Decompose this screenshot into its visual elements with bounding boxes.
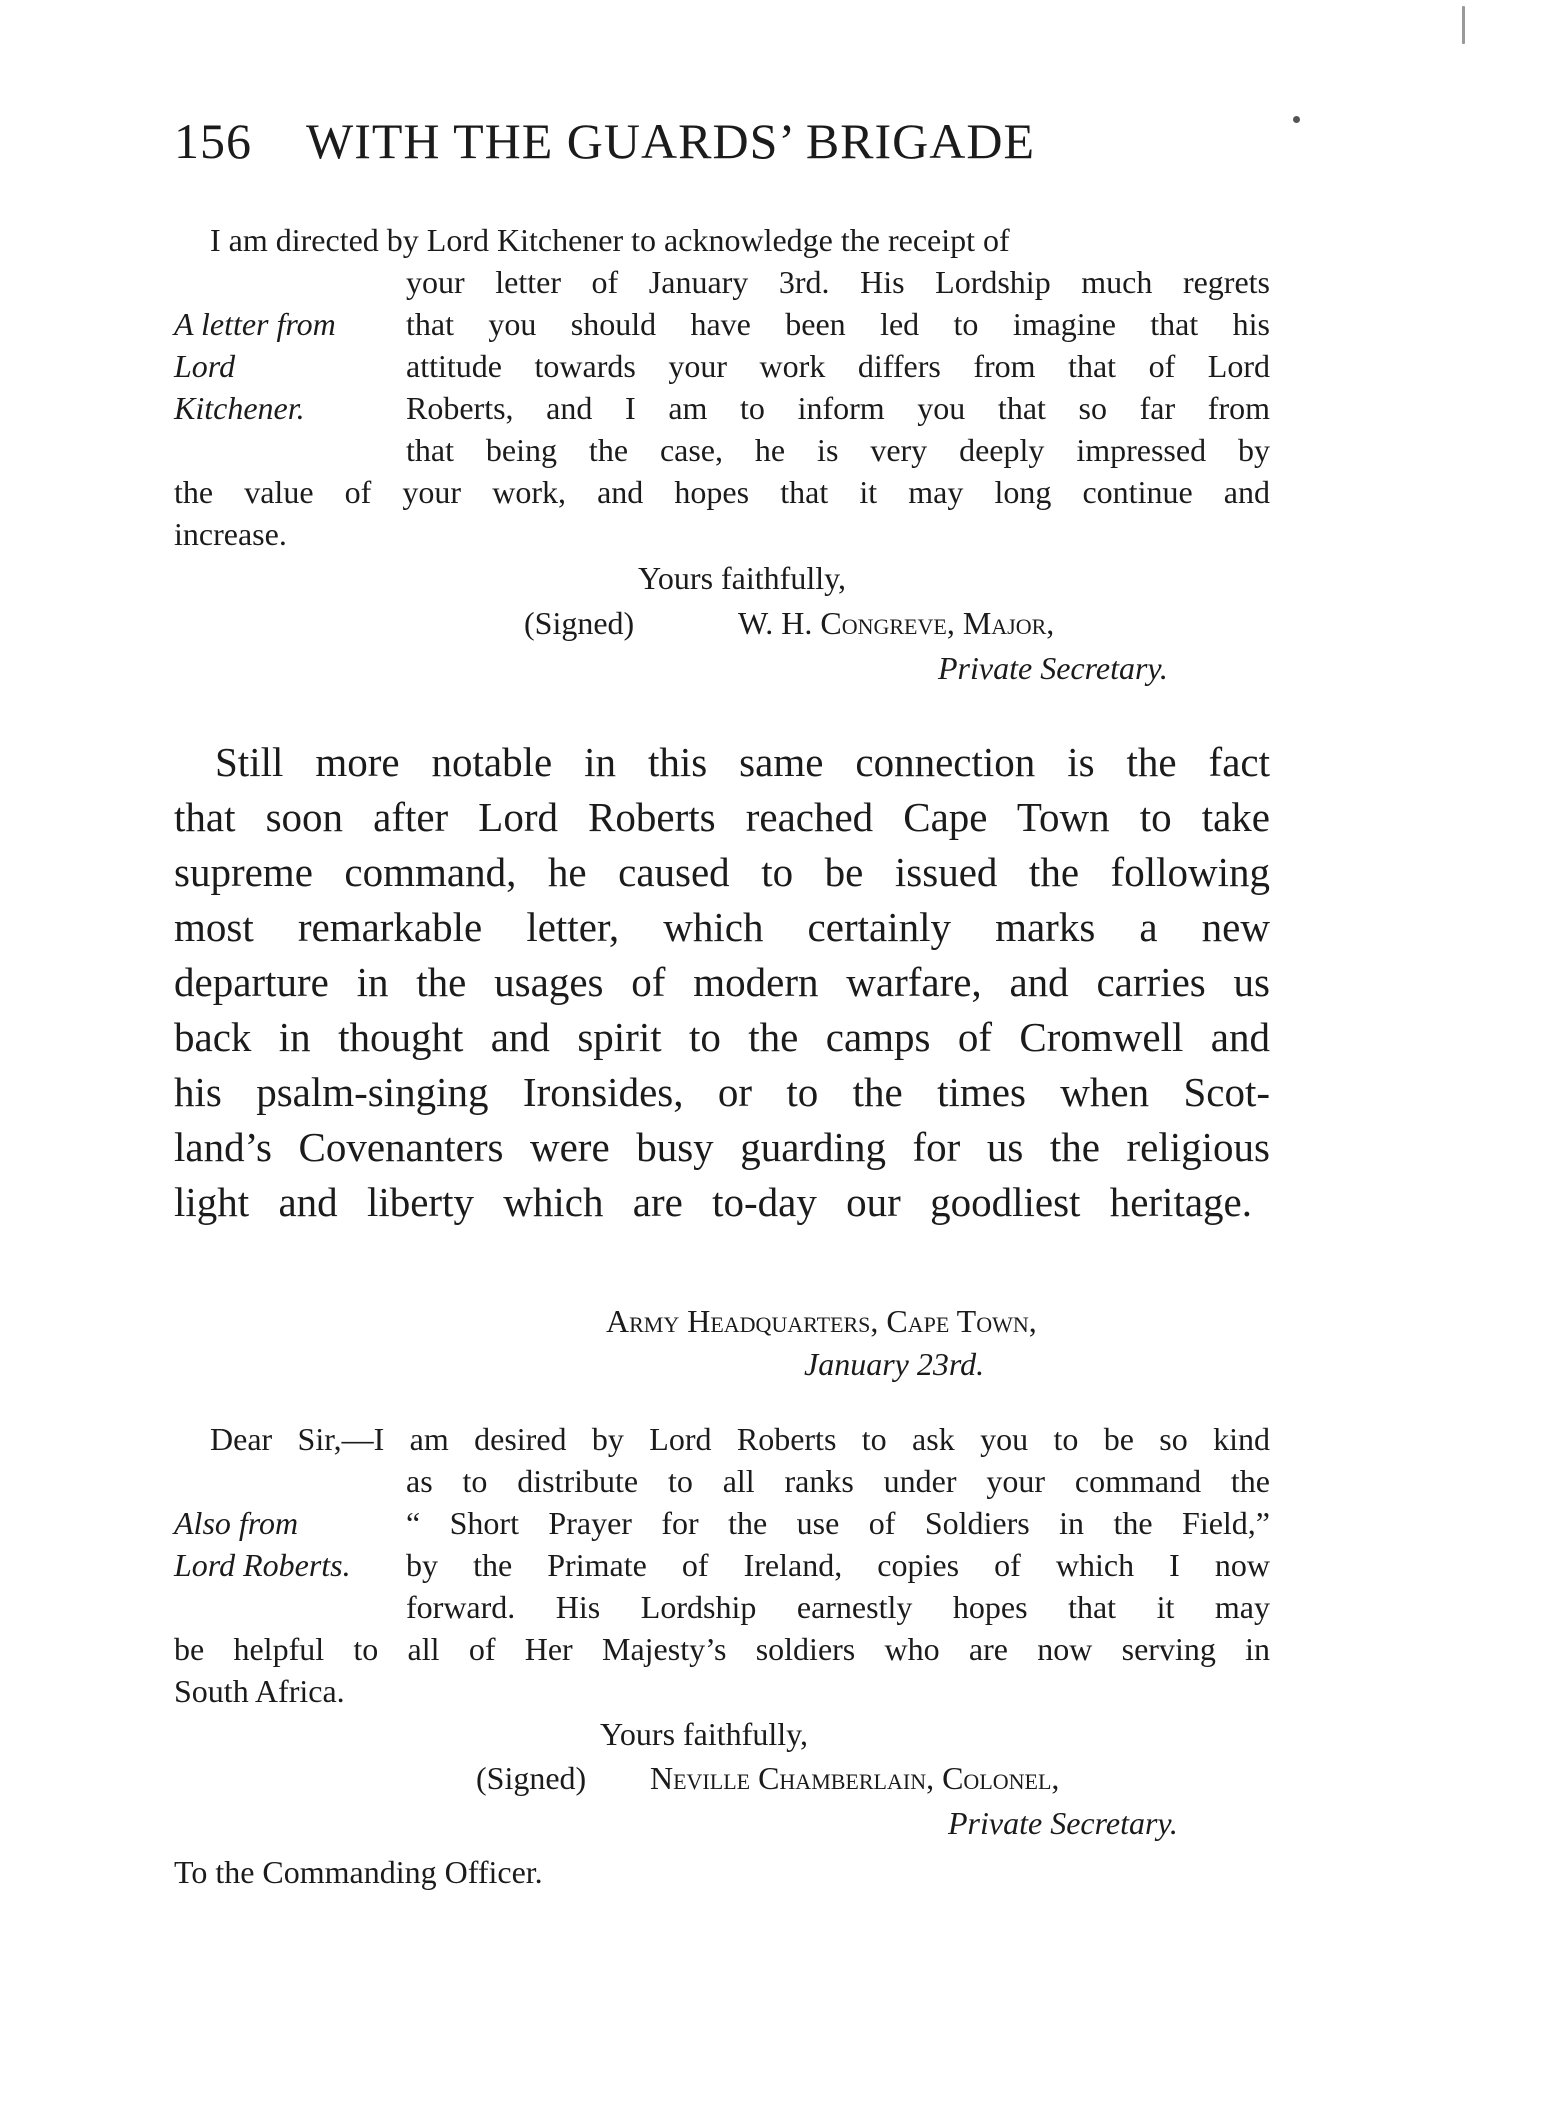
- letter-line: I am directed by Lord Kitchener to acknowledge the receipt of: [210, 222, 1010, 258]
- closing: Yours faithfully,: [600, 1716, 809, 1752]
- letter-line: by the Primate of Ireland, copies of which I now: [406, 1547, 1270, 1583]
- signatory-title: Private Secretary.: [938, 650, 1168, 686]
- paragraph-line: light and liberty which are to-day our goodliest heritage.: [174, 1179, 1252, 1225]
- signed-label: (Signed): [476, 1760, 587, 1796]
- addressee: To the Commanding Officer.: [174, 1854, 543, 1890]
- signatory-title: Private Secretary.: [948, 1805, 1178, 1841]
- letter-line: as to distribute to all ranks under your command the: [406, 1463, 1270, 1499]
- running-title: WITH THE GUARDS’ BRIGADE: [306, 113, 1036, 169]
- paragraph-line: Still more notable in this same connection is the fact: [215, 739, 1270, 785]
- paragraph-line: back in thought and spirit to the camps of Cromwell and: [174, 1014, 1270, 1060]
- paragraph-line: that soon after Lord Roberts reached Cape Town to take: [174, 794, 1270, 840]
- letter-line: Roberts, and I am to inform you that so far from: [406, 390, 1270, 426]
- ink-speck: [1293, 116, 1300, 123]
- letter-line: increase.: [174, 516, 287, 552]
- edge-mark: [1462, 6, 1465, 44]
- letter-date: January 23rd.: [804, 1346, 985, 1382]
- running-header: [174, 112, 1035, 170]
- letter-line: your letter of January 3rd. His Lordship much regrets: [406, 264, 1270, 300]
- signatory: W. H. Congreve, Major,: [738, 605, 1055, 641]
- letter-line: that being the case, he is very deeply impressed by: [406, 432, 1270, 468]
- sidenote-line: Lord: [174, 348, 236, 384]
- letter-line: forward. His Lordship earnestly hopes that it may: [406, 1589, 1270, 1625]
- letter-line: Dear Sir,—I am desired by Lord Roberts to ask you to be so kind: [210, 1421, 1270, 1457]
- sidenote-line: A letter from: [174, 306, 336, 342]
- sidenote-line: Also from: [174, 1505, 299, 1541]
- sidenote-line: Lord Roberts.: [174, 1547, 351, 1583]
- signatory: Neville Chamberlain, Colonel,: [650, 1760, 1060, 1796]
- letter-line: the value of your work, and hopes that it may long continue and: [174, 474, 1270, 510]
- page-number: 156: [174, 113, 252, 169]
- letter-address: Army Headquarters, Cape Town,: [606, 1303, 1037, 1339]
- letter-line: South Africa.: [174, 1673, 345, 1709]
- paragraph-line: land’s Covenanters were busy guarding for us the religious: [174, 1124, 1270, 1170]
- signed-label: (Signed): [524, 605, 635, 641]
- paragraph-line: supreme command, he caused to be issued the following: [174, 849, 1270, 895]
- letter-line: that you should have been led to imagine that his: [406, 306, 1270, 342]
- letter-line: attitude towards your work differs from that of Lord: [406, 348, 1270, 384]
- paragraph-line: his psalm-singing Ironsides, or to the times when Scot-: [174, 1069, 1270, 1115]
- letter-line: be helpful to all of Her Majesty’s soldiers who are now serving in: [174, 1631, 1270, 1667]
- paragraph-line: departure in the usages of modern warfare, and carries us: [174, 959, 1270, 1005]
- closing: Yours faithfully,: [638, 560, 847, 596]
- paragraph-line: most remarkable letter, which certainly marks a new: [174, 904, 1270, 950]
- sidenote-line: Kitchener.: [174, 390, 305, 426]
- letter-line: “ Short Prayer for the use of Soldiers in the Field,”: [406, 1505, 1270, 1541]
